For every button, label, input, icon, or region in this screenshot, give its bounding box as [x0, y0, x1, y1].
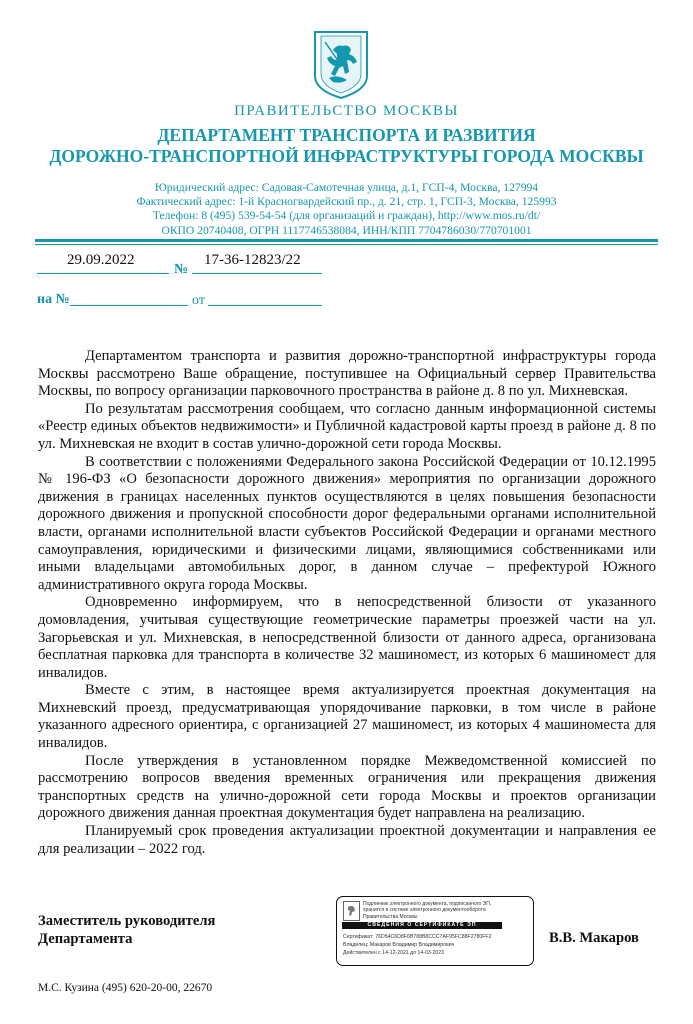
stamp-header — [363, 901, 529, 920]
electronic-signature-stamp — [336, 896, 534, 966]
header-divider-thin — [35, 244, 658, 245]
stamp-owner: Владелец: Макаров Владимир Владимирович — [343, 942, 455, 948]
body-paragraph: После утверждения в установленном порядке Межведомственной комиссией по рассмотрению вопросов введения временных ограничения или прекращения движения транспортных средств на улично-дорожной сети города Москвы и проектов организации дорожного движения данная проектная документация будет направлена на реализацию. — [38, 752, 656, 822]
stamp-header-line: Подлинник электронного документа, подписанного ЭП, — [363, 901, 492, 907]
letter-body — [38, 348, 656, 858]
department-title-line1: ДЕПАРТАМЕНТ ТРАНСПОРТА И РАЗВИТИЯ — [157, 125, 536, 145]
registration-codes: ОКПО 20740408, ОГРН 1117746538084, ИНН/КПП 7704786030/770701001 — [161, 223, 532, 237]
date-underline — [37, 273, 169, 274]
reply-to-label: на № — [37, 292, 70, 307]
moscow-coat-of-arms-icon — [313, 30, 369, 100]
reply-to-underline — [70, 305, 188, 306]
document-date: 29.09.2022 — [67, 252, 135, 268]
body-paragraph: Одновременно информируем, что в непосредственной близости от указанного домовладения, учитывая существующие геометрические параметры проезжей части на ул. Загорьевская и ул. Михневская, в непосредственной близости от данного адреса, организована бесплатная парковка для транспорта в количестве 32 машиномест, из которых 6 машиномест для инвалидов. — [38, 594, 656, 681]
department-title-line2: ДОРОЖНО-ТРАНСПОРТНОЙ ИНФРАСТРУКТУРЫ ГОРОДА МОСКВЫ — [49, 146, 644, 166]
executor-contact: М.С. Кузина (495) 620-20-00, 22670 — [38, 982, 213, 994]
body-paragraph: В соответствии с положениями Федерального закона Российской Федерации от 10.12.1995 № 196-ФЗ «О безопасности дорожного движения» мероприятия по организации дорожного движения в границах населенных пунктов осуществляются в целях повышения безопасности дорожного движения и пропускной способности дорог федеральными органами исполнительной власти, органами исполнительной власти субъектов Российской Федерации и органами местного самоуправления, юридическими и физическими лицами, являющимися собственниками или иными владельцами автомобильных дорог, в данном случае – префектурой Южного административного округа города Москвы. — [38, 453, 656, 593]
stamp-coat-of-arms-icon — [343, 901, 360, 921]
signatory-position-line2: Департамента — [38, 931, 133, 947]
signatory-position-line1: Заместитель руководителя — [38, 913, 216, 929]
body-paragraph: Вместе с этим, в настоящее время актуализируется проектная документация на Михневский проезд, предусматривающая упорядочивание парковки, в том числе в районе указанного адресного ориентира, с организацией 27 машиномест, из которых 4 машиноместа для инвалидов. — [38, 682, 656, 752]
from-label: от — [192, 293, 205, 308]
number-label: № — [174, 262, 189, 277]
from-underline — [208, 305, 322, 306]
body-paragraph: Планируемый срок проведения актуализации проектной документации и направления ее для реализации – 2022 год. — [38, 823, 656, 857]
stamp-header-line: хранится в системе электронного документооборота — [363, 907, 486, 914]
body-paragraph: По результатам рассмотрения сообщаем, что согласно данным информационной системы «Реестр единых объектов недвижимости» и Публичной кадастровой карты проезд в районе д. 8 по ул. Михневская не входит в состав улично-дорожной сети города Москвы. — [38, 400, 656, 452]
stamp-header-line: Правительства Москвы — [363, 913, 418, 920]
body-paragraph: Департаментом транспорта и развития дорожно-транспортной инфраструктуры города Москвы рассмотрено Ваше обращение, поступившее на Официальный сервер Правительства Москвы, по вопросу организации парковочного пространства в районе д. 8 по ул. Михневская. — [38, 348, 656, 400]
document-number: 17-36-12823/22 — [204, 252, 301, 268]
stamp-validity: Действителен с 14-12-2021 до 14-03-2023 — [343, 950, 445, 956]
number-underline — [192, 273, 322, 274]
stamp-certificate-heading: СВЕДЕНИЯ О СЕРТИФИКАТЕ ЭП — [342, 922, 502, 929]
stamp-certificate-number: Сертификат: 76D54C6D8F6B788B8CCC7AF95FC88F2780FF2 — [343, 934, 492, 940]
header-divider-thick — [35, 239, 658, 242]
signatory-name: В.В. Макаров — [549, 930, 639, 946]
signatory-position — [38, 912, 215, 948]
department-address-block — [0, 181, 693, 238]
legal-address: Юридический адрес: Садовая-Самотечная улица, д.1, ГСП-4, Москва, 127994 — [154, 181, 539, 194]
phone-website: Телефон: 8 (495) 539-54-54 (для организаций и граждан), http://www.mos.ru/dt/ — [152, 209, 541, 223]
actual-address: Фактический адрес: 1-й Красногвардейский пр., д. 21, стр. 1, ГСП-3, Москва, 125993 — [136, 195, 557, 209]
government-title: ПРАВИТЕЛЬСТВО МОСКВЫ — [234, 103, 459, 119]
department-title — [0, 125, 693, 167]
